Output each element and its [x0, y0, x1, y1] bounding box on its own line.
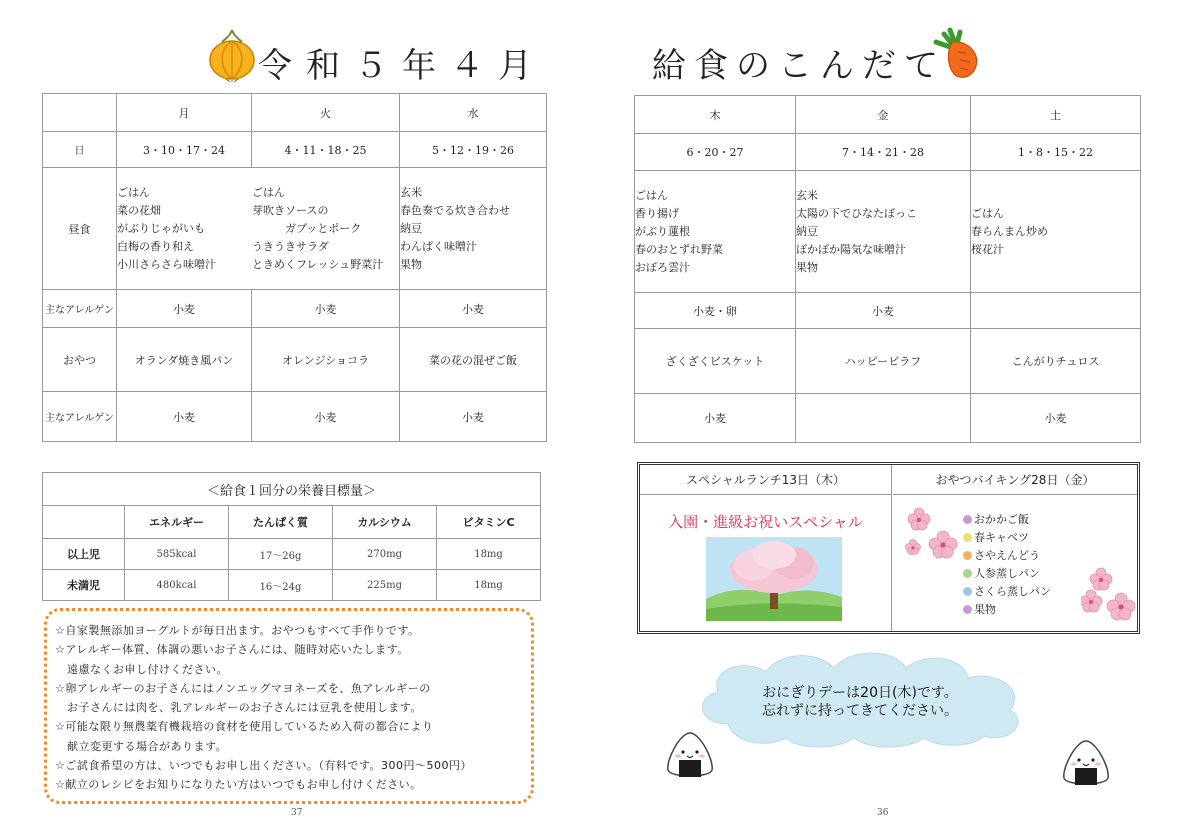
- title-right: 給食のこんだて: [652, 46, 946, 86]
- row-label-older: 以上児: [43, 539, 125, 570]
- note-line: ☆献立のレシピをお知りになりたい方はいつでもお申し付けください。: [55, 778, 422, 792]
- special-events-box: [637, 462, 1140, 634]
- lunch-line: がぶりじゃがいも ガブッとポーク: [117, 221, 362, 235]
- nutrition-row: [43, 539, 541, 570]
- lunch-row: [635, 171, 1141, 293]
- lunch-line: 白梅の香り和え うきうきサラダ: [117, 239, 329, 253]
- special-lunch-panel: [640, 465, 892, 631]
- special-lunch-title: 入園・進級お祝いスペシャル: [668, 513, 863, 531]
- nutrition-row: [43, 570, 541, 601]
- lunch-thu: ごはん 香り揚げ がぶり蓮根 春のおとずれ野菜 おぼろ雲汁: [635, 171, 796, 293]
- snack-viking-heading: おやつバイキング28日（金）: [893, 465, 1137, 495]
- nutrition-caption-row: [43, 473, 541, 506]
- snack-allergen-tue: 小麦: [252, 392, 400, 442]
- value-cell: 17～26g: [229, 539, 333, 570]
- list-item: 春キャベツ: [963, 529, 1051, 547]
- header-calcium: カルシウム: [333, 506, 437, 539]
- onigiri-line-1: おにぎりデーは20日(木)です。: [762, 685, 958, 701]
- snack-tue: オレンジショコラ: [252, 328, 400, 392]
- day-fri: 金: [796, 96, 971, 134]
- date-label: 日: [43, 132, 117, 168]
- allergen-mon: 小麦: [117, 290, 252, 328]
- allergen-sat: [971, 293, 1141, 329]
- note-line: ☆ご試食希望の方は、いつでもお申し出ください。（有料です。300円～500円）: [55, 759, 472, 773]
- note-line: お子さんには肉を、乳アレルギーのお子さんには豆乳を使用します。: [67, 701, 422, 715]
- onigiri-day-notice: [688, 684, 1032, 720]
- snack-allergen-row: [635, 394, 1141, 443]
- day-wed: 水: [400, 94, 547, 132]
- value-cell: 16～24g: [229, 570, 333, 601]
- bullet-dot-icon: [963, 587, 972, 596]
- onion-icon: [206, 26, 258, 82]
- snack-allergen-fri: [796, 394, 971, 443]
- dates-fri: 7・14・21・28: [796, 134, 971, 171]
- onigiri-icon: [664, 730, 716, 780]
- page-number-right: 36: [877, 808, 889, 818]
- header-vitamin-c: ビタミンC: [437, 506, 541, 539]
- note-line: 献立変更する場合があります。: [67, 739, 228, 753]
- lunch-line: ごはん ごはん: [117, 185, 285, 199]
- snack-row: [43, 328, 547, 392]
- nutrition-corner: [43, 506, 125, 539]
- list-item: 果物: [963, 601, 1051, 619]
- snack-allergen-mon: 小麦: [117, 392, 252, 442]
- bullet-dot-icon: [963, 515, 972, 524]
- bullet-dot-icon: [963, 551, 972, 560]
- dates-mon: 3・10・17・24: [117, 132, 252, 168]
- day-sat: 土: [971, 96, 1141, 134]
- allergen-thu: 小麦・卵: [635, 293, 796, 329]
- list-item: さくら蒸しパン: [963, 583, 1051, 601]
- bullet-dot-icon: [963, 569, 972, 578]
- snack-thu: ざくざくビスケット: [635, 329, 796, 394]
- lunch-wed: 玄米 春色奏でる炊き合わせ 納豆 わんぱく味噌汁 果物: [400, 168, 547, 290]
- lunch-line: 菜の花畑 芽吹きソースの: [117, 203, 329, 217]
- lunch-mon-tue: [117, 168, 400, 290]
- allergen-label: 主なアレルゲン: [43, 290, 117, 328]
- lunch-row: [43, 168, 547, 290]
- snack-sat: こんがりチュロス: [971, 329, 1141, 394]
- page-number-left: 37: [291, 808, 303, 818]
- header-protein: たんぱく質: [229, 506, 333, 539]
- allergen-fri: 小麦: [796, 293, 971, 329]
- day-mon: 月: [117, 94, 252, 132]
- list-item: さやえんどう: [963, 547, 1051, 565]
- dates-thu: 6・20・27: [635, 134, 796, 171]
- lunch-sat: ごはん 春らんまん炒め 桜花汁: [971, 171, 1141, 293]
- dates-sat: 1・8・15・22: [971, 134, 1141, 171]
- nutrition-table: [42, 472, 541, 601]
- lunch-fri: 玄米 太陽の下でひなたぼっこ 納豆 ぽかぽか陽気な味噌汁 果物: [796, 171, 971, 293]
- special-lunch-heading: スペシャルランチ13日（木）: [640, 465, 891, 495]
- onigiri-line-2: 忘れずに持ってきてください。: [762, 703, 958, 719]
- value-cell: 270mg: [333, 539, 437, 570]
- nutrition-header-row: [43, 506, 541, 539]
- lunch-line: 小川さらさら味噌汁 ときめくフレッシュ野菜汁: [117, 257, 384, 271]
- bullet-dot-icon: [963, 605, 972, 614]
- allergen-wed: 小麦: [400, 290, 547, 328]
- dates-tue: 4・11・18・25: [252, 132, 400, 168]
- sakura-flowers-icon: [1081, 565, 1141, 625]
- list-item: 人参蒸しパン: [963, 565, 1051, 583]
- snack-viking-panel: [893, 465, 1137, 631]
- lunch-allergen-row: [43, 290, 547, 328]
- weekday-row: [43, 94, 547, 132]
- lunch-label: 昼食: [43, 168, 117, 290]
- title-left: 令和５年４月: [258, 46, 546, 86]
- note-line: 遠慮なくお申し付けください。: [67, 662, 228, 676]
- day-thu: 木: [635, 96, 796, 134]
- note-line: ☆アレルギー体質、体調の悪いお子さんには、随時対応いたします。: [55, 643, 409, 657]
- allergen-label: 主なアレルゲン: [43, 392, 117, 442]
- date-row: [635, 134, 1141, 171]
- row-label-younger: 未満児: [43, 570, 125, 601]
- lunch-allergen-row: [635, 293, 1141, 329]
- allergen-tue: 小麦: [252, 290, 400, 328]
- value-cell: 225mg: [333, 570, 437, 601]
- snack-allergen-thu: 小麦: [635, 394, 796, 443]
- bullet-dot-icon: [963, 533, 972, 542]
- date-row: [43, 132, 547, 168]
- list-item: おかかご飯: [963, 511, 1051, 529]
- dates-wed: 5・12・19・26: [400, 132, 547, 168]
- note-line: ☆卵アレルギーのお子さんにはノンエッグマヨネーズを、魚アレルギーの: [55, 681, 431, 695]
- value-cell: 480kcal: [125, 570, 229, 601]
- cherry-tree-image: [706, 537, 842, 621]
- value-cell: 585kcal: [125, 539, 229, 570]
- snack-fri: ハッピーピラフ: [796, 329, 971, 394]
- snack-allergen-sat: 小麦: [971, 394, 1141, 443]
- snack-wed: 菜の花の混ぜご飯: [400, 328, 547, 392]
- carrot-icon: [930, 26, 982, 82]
- onigiri-icon: [1060, 738, 1112, 788]
- snack-row: [635, 329, 1141, 394]
- day-tue: 火: [252, 94, 400, 132]
- note-line: ☆自家製無添加ヨーグルトが毎日出ます。おやつもすべて手作りです。: [55, 624, 420, 637]
- menu-table-thu-sat: [634, 95, 1141, 443]
- snack-allergen-row: [43, 392, 547, 442]
- nutrition-caption: ＜給食１回分の栄養目標量＞: [43, 473, 541, 506]
- corner-cell: [43, 94, 117, 132]
- sakura-flowers-icon: [903, 503, 959, 559]
- menu-table-mon-wed: [42, 93, 547, 442]
- snack-mon: オランダ焼き風パン: [117, 328, 252, 392]
- snack-viking-list: [963, 511, 1051, 619]
- weekday-row: [635, 96, 1141, 134]
- value-cell: 18mg: [437, 570, 541, 601]
- snack-label: おやつ: [43, 328, 117, 392]
- header-energy: エネルギー: [125, 506, 229, 539]
- notes-box: [44, 608, 534, 804]
- snack-allergen-wed: 小麦: [400, 392, 547, 442]
- value-cell: 18mg: [437, 539, 541, 570]
- note-line: ☆可能な限り無農薬有機栽培の食材を使用しているため入荷の都合により: [55, 720, 434, 734]
